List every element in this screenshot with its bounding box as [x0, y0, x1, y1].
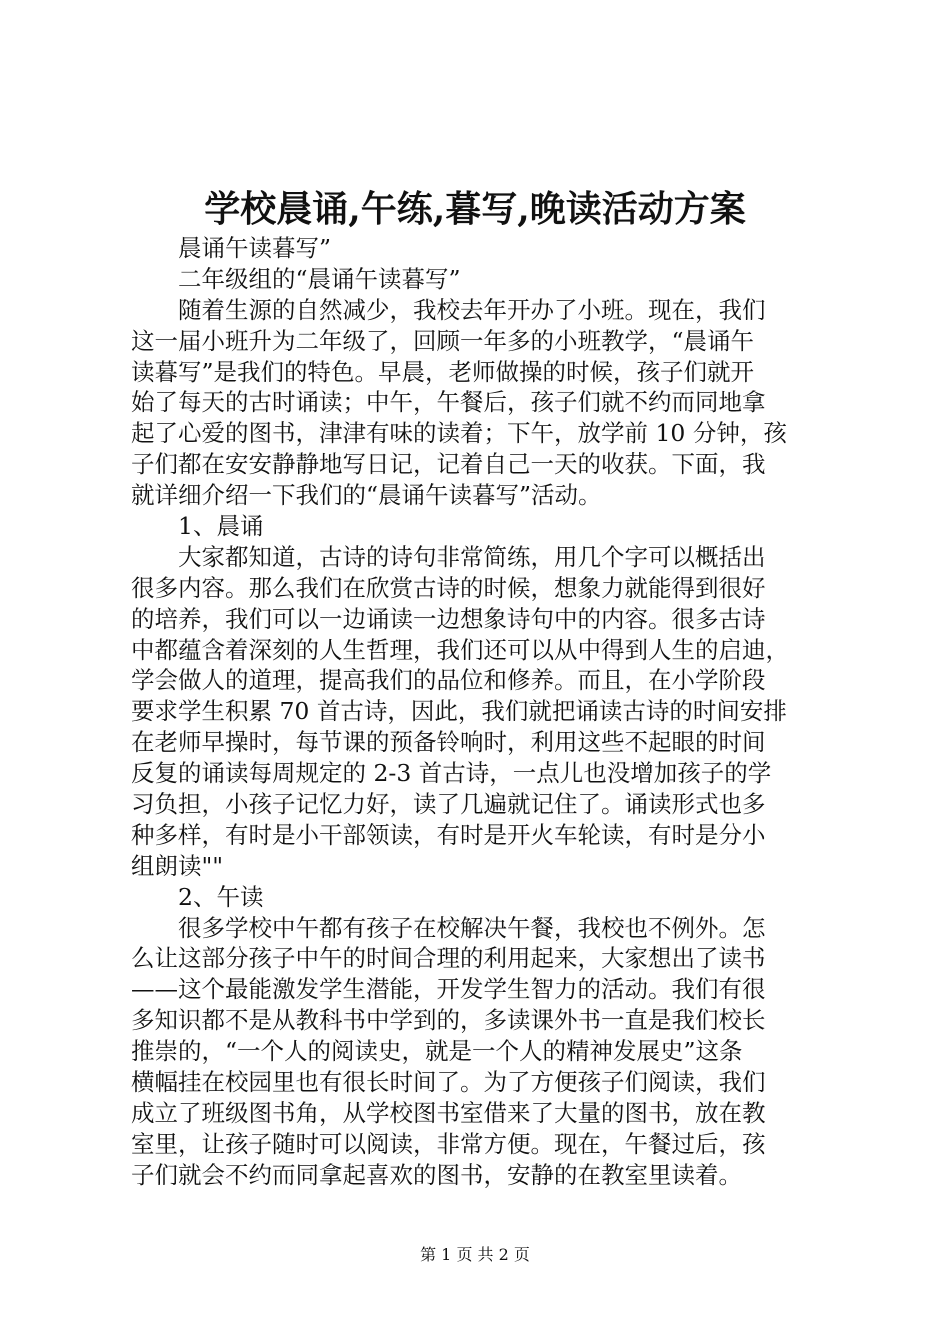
- body-line: 晨诵午读暮写”: [178, 234, 332, 262]
- body-line: 反复的诵读每周规定的 2-3 首古诗，一点儿也没增加孩子的学: [131, 759, 772, 788]
- document-body: [131, 233, 831, 1191]
- body-line: 随着生源的自然减少，我校去年开办了小班。现在，我们: [178, 295, 766, 324]
- body-line: 二年级组的“晨诵午读暮写”: [178, 264, 461, 293]
- body-line: 大家都知道，古诗的诗句非常简练，用几个字可以概括出: [178, 542, 766, 571]
- body-line: 子们就会不约而同拿起喜欢的图书，安静的在教室里读着。: [131, 1160, 742, 1189]
- section-heading: 1、晨诵: [178, 512, 264, 541]
- body-line: 推崇的，“一个人的阅读史，就是一个人的精神发展史”这条: [131, 1037, 743, 1066]
- body-line: 很多学校中午都有孩子在校解决午餐，我校也不例外。怎: [178, 913, 766, 942]
- body-line: 多知识都不是从教科书中学到的，多读课外书一直是我们校长: [131, 1006, 766, 1035]
- body-line: 这一届小班升为二年级了，回顾一年多的小班教学，“晨诵午: [131, 326, 755, 355]
- body-line: 始了每天的古时诵读；中午，午餐后，孩子们就不约而同地拿: [131, 388, 766, 417]
- body-line: ——这个最能激发学生潜能，开发学生智力的活动。我们有很: [131, 975, 766, 1004]
- body-line: 要求学生积累 70 首古诗，因此，我们就把诵读古诗的时间安排: [131, 697, 787, 726]
- body-line: 学会做人的道理，提高我们的品位和修养。而且，在小学阶段: [131, 666, 766, 695]
- body-line: 的培养，我们可以一边诵读一边想象诗句中的内容。很多古诗: [131, 604, 766, 633]
- body-line: 读暮写”是我们的特色。早晨，老师做操的时候，孩子们就开: [131, 357, 755, 386]
- body-line: 在老师早操时，每节课的预备铃响时，利用这些不起眼的时间: [131, 728, 766, 757]
- section-heading: 2、午读: [178, 882, 264, 911]
- body-line: 起了心爱的图书，津津有味的读着；下午，放学前 10 分钟，孩: [131, 419, 787, 448]
- body-line: 组朗读"": [131, 851, 224, 880]
- page-footer: 第 1 页 共 2 页: [420, 1245, 530, 1264]
- body-line: 习负担，小孩子记忆力好，读了几遍就记住了。诵读形式也多: [131, 790, 766, 819]
- body-line: 中都蕴含着深刻的人生哲理，我们还可以从中得到人生的启迪，: [131, 635, 789, 664]
- body-line: 横幅挂在校园里也有很长时间了。为了方便孩子们阅读，我们: [131, 1068, 766, 1097]
- body-line: 么让这部分孩子中午的时间合理的利用起来，大家想出了读书: [131, 944, 766, 973]
- body-line: 成立了班级图书角，从学校图书室借来了大量的图书，放在教: [131, 1098, 766, 1127]
- body-line: 室里，让孩子随时可以阅读，非常方便。现在，午餐过后，孩: [131, 1129, 766, 1158]
- document-title: 学校晨诵,午练,暮写,晚读活动方案: [204, 188, 746, 230]
- body-line: 就详细介绍一下我们的“晨诵午读暮写”活动。: [131, 481, 602, 510]
- body-line: 子们都在安安静静地写日记，记着自己一天的收获。下面，我: [131, 450, 766, 479]
- body-line: 很多内容。那么我们在欣赏古诗的时候，想象力就能得到很好: [131, 573, 766, 602]
- body-line: 种多样，有时是小干部领读，有时是开火车轮读，有时是分小: [131, 820, 766, 849]
